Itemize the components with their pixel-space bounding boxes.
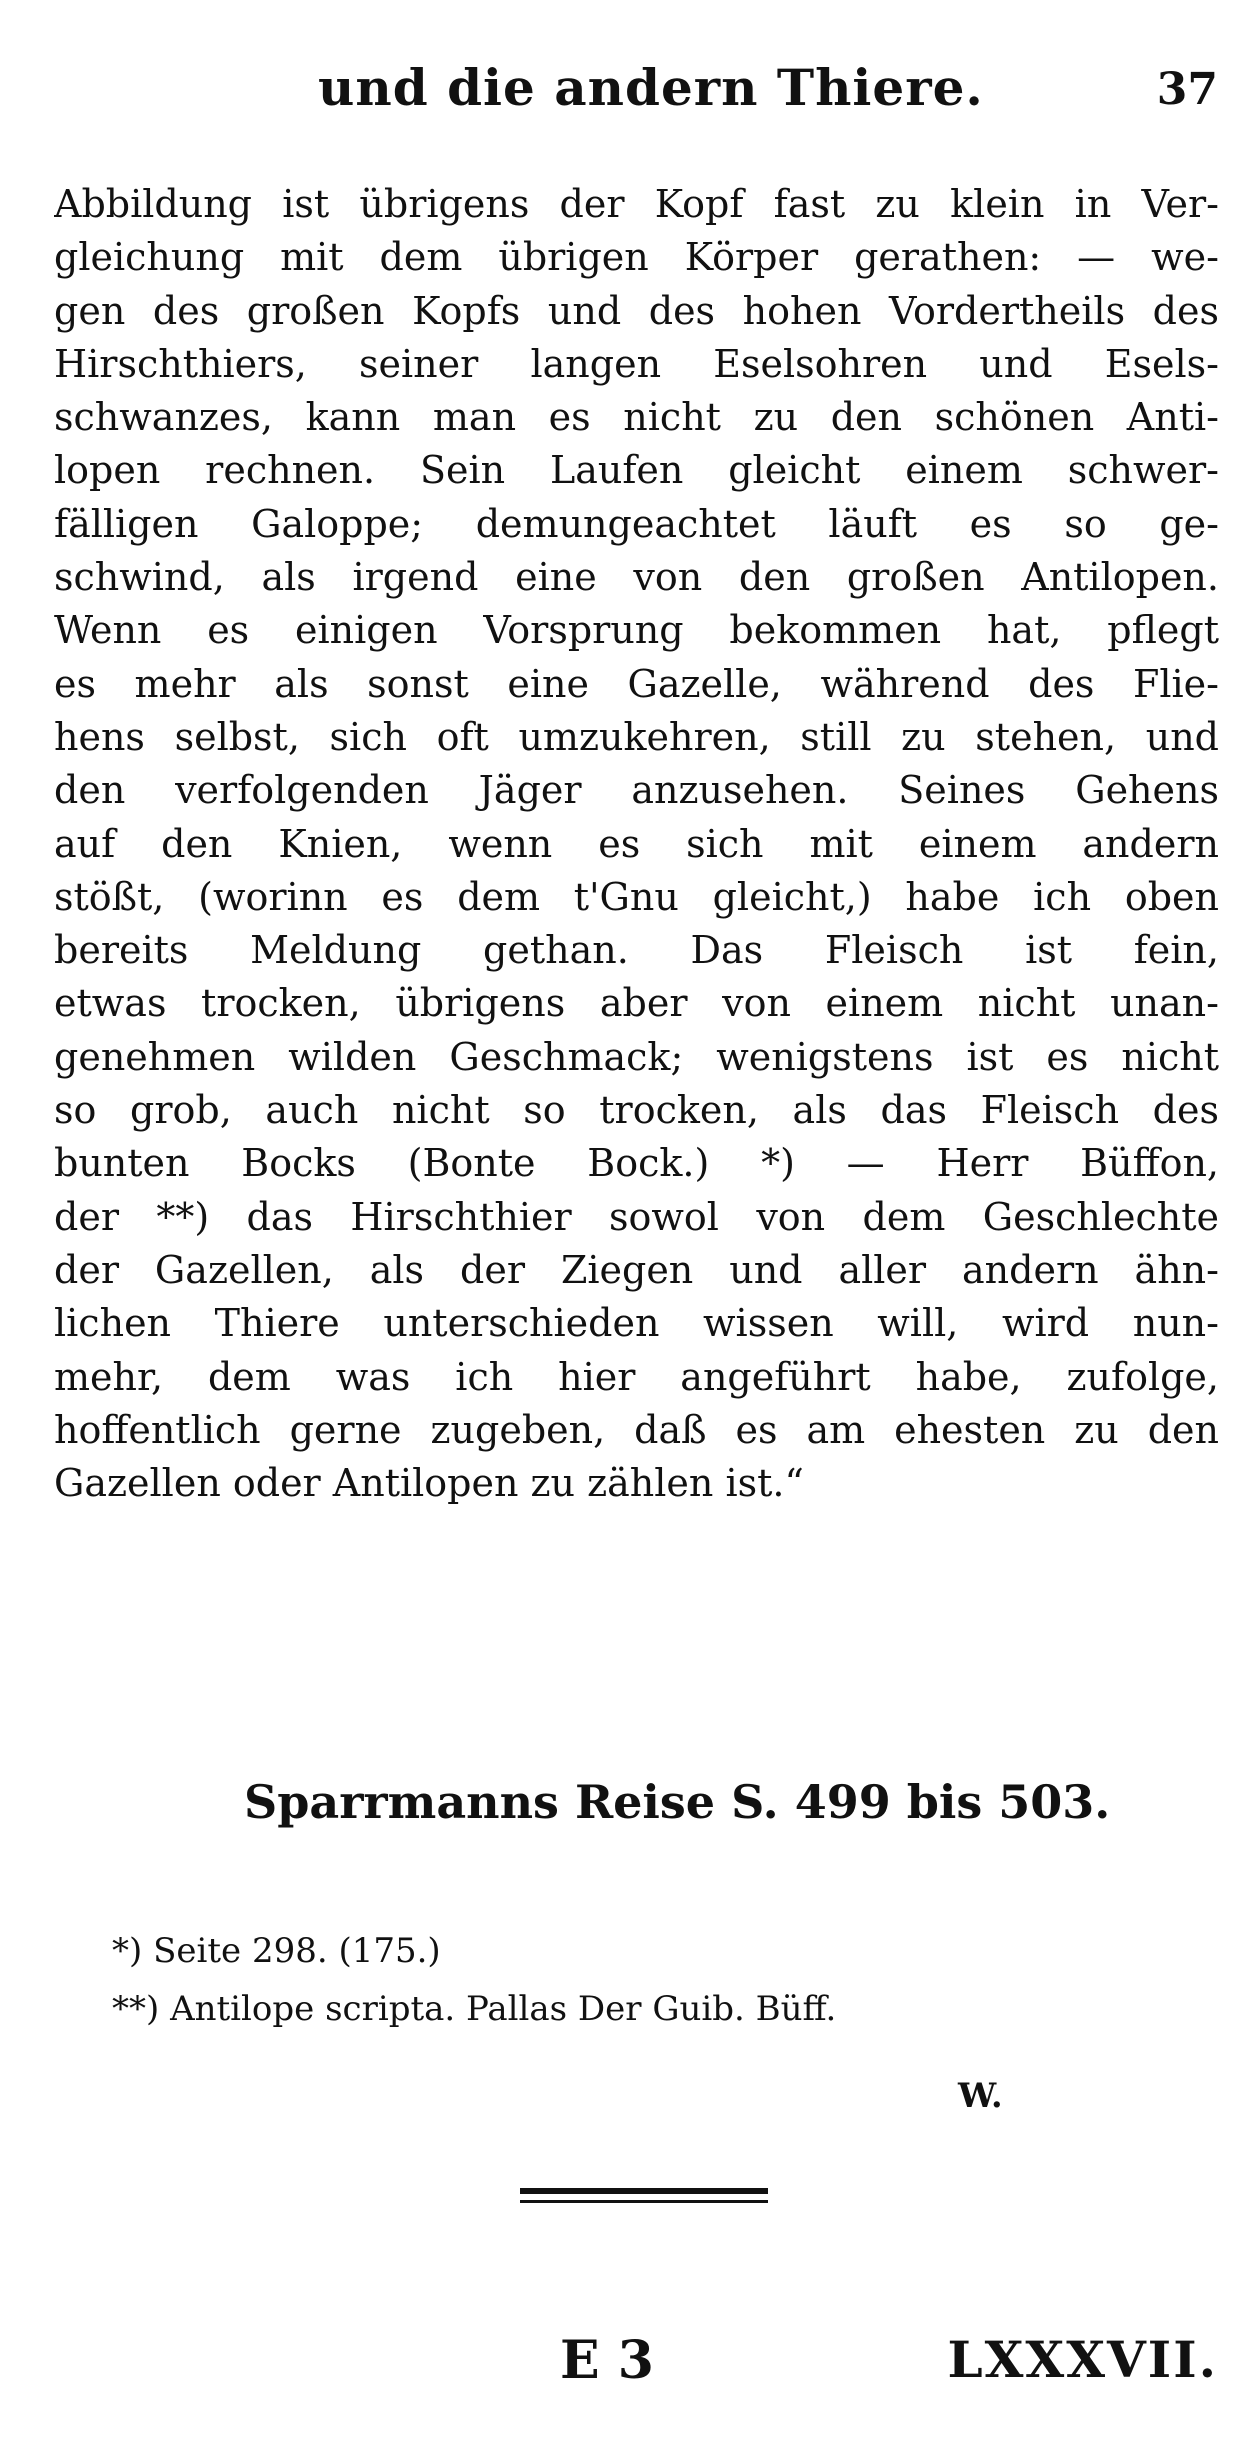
text-line: hoffentlich gerne zugeben, daß es am ehesten zu den	[54, 1407, 1219, 1452]
text-line: Abbildung ist übrigens der Kopf fast zu klein in Ver-	[54, 182, 1219, 226]
text-line: hens selbst, sich oft umzukehren, still zu stehen, und	[54, 714, 1219, 759]
text-line: den verfolgenden Jäger anzusehen. Seines Gehens	[54, 768, 1219, 813]
text-line: lichen Thiere unterschieden wissen will, wird nun-	[54, 1301, 1219, 1346]
footnote: *) Seite 298. (175.)	[112, 1931, 441, 1971]
text-line: der **) das Hirschthier sowol von dem Geschlechte	[54, 1194, 1219, 1239]
text-line: der Gazellen, als der Ziegen und aller andern ähn-	[54, 1247, 1219, 1292]
footnotes	[112, 1922, 1112, 2038]
text-line: genehmen wilden Geschmack; wenigstens ist es nicht	[54, 1034, 1219, 1079]
source-citation: Sparrmanns Reise S. 499 bis 503.	[244, 1775, 1111, 1829]
text-line: Wenn es einigen Vorsprung bekommen hat, pflegt	[54, 608, 1219, 653]
text-line: schwind, als irgend eine von den großen Antilopen.	[54, 555, 1219, 600]
text-line: gleichung mit dem übrigen Körper gerathen: — we-	[54, 235, 1219, 280]
text-line: etwas trocken, übrigens aber von einem nicht unan-	[54, 981, 1219, 1026]
section-divider-thin	[520, 2200, 768, 2203]
signature-mark: E 3	[560, 2330, 654, 2391]
text-line: fälligen Galoppe; demungeachtet läuft es so ge-	[54, 501, 1219, 546]
text-line: bunten Bocks (Bonte Bock.) *) — Herr Büffon,	[54, 1141, 1219, 1186]
text-line: Hirschthiers, seiner langen Eselsohren und Esels-	[54, 341, 1219, 386]
footnote-signature: W.	[958, 2076, 1003, 2116]
text-line: Gazellen oder Antilopen zu zählen ist.“	[54, 1461, 804, 1506]
text-line: stößt, (worinn es dem t'Gnu gleicht,) habe ich oben	[54, 874, 1219, 919]
footnote: **) Antilope scripta. Pallas Der Guib. Büff.	[112, 1989, 837, 2029]
main-text-block	[54, 178, 1219, 1510]
text-line: gen des großen Kopfs und des hohen Vordertheils des	[54, 288, 1219, 333]
running-title: und die andern Thiere.	[318, 58, 984, 117]
text-line: es mehr als sonst eine Gazelle, während des Flie-	[54, 661, 1219, 706]
page-number: 37	[1156, 64, 1218, 115]
text-line: lopen rechnen. Sein Laufen gleicht einem schwer-	[54, 448, 1219, 493]
text-line: auf den Knien, wenn es sich mit einem andern	[54, 821, 1219, 866]
running-head	[0, 58, 1258, 128]
text-line: mehr, dem was ich hier angeführt habe, zufolge,	[54, 1354, 1219, 1399]
text-line: bereits Meldung gethan. Das Fleisch ist fein,	[54, 928, 1219, 973]
text-line: so grob, auch nicht so trocken, als das Fleisch des	[54, 1088, 1219, 1133]
text-line: schwanzes, kann man es nicht zu den schönen Anti-	[54, 395, 1219, 440]
catchword: LXXXVII.	[947, 2330, 1218, 2389]
section-divider-thick	[520, 2188, 768, 2194]
